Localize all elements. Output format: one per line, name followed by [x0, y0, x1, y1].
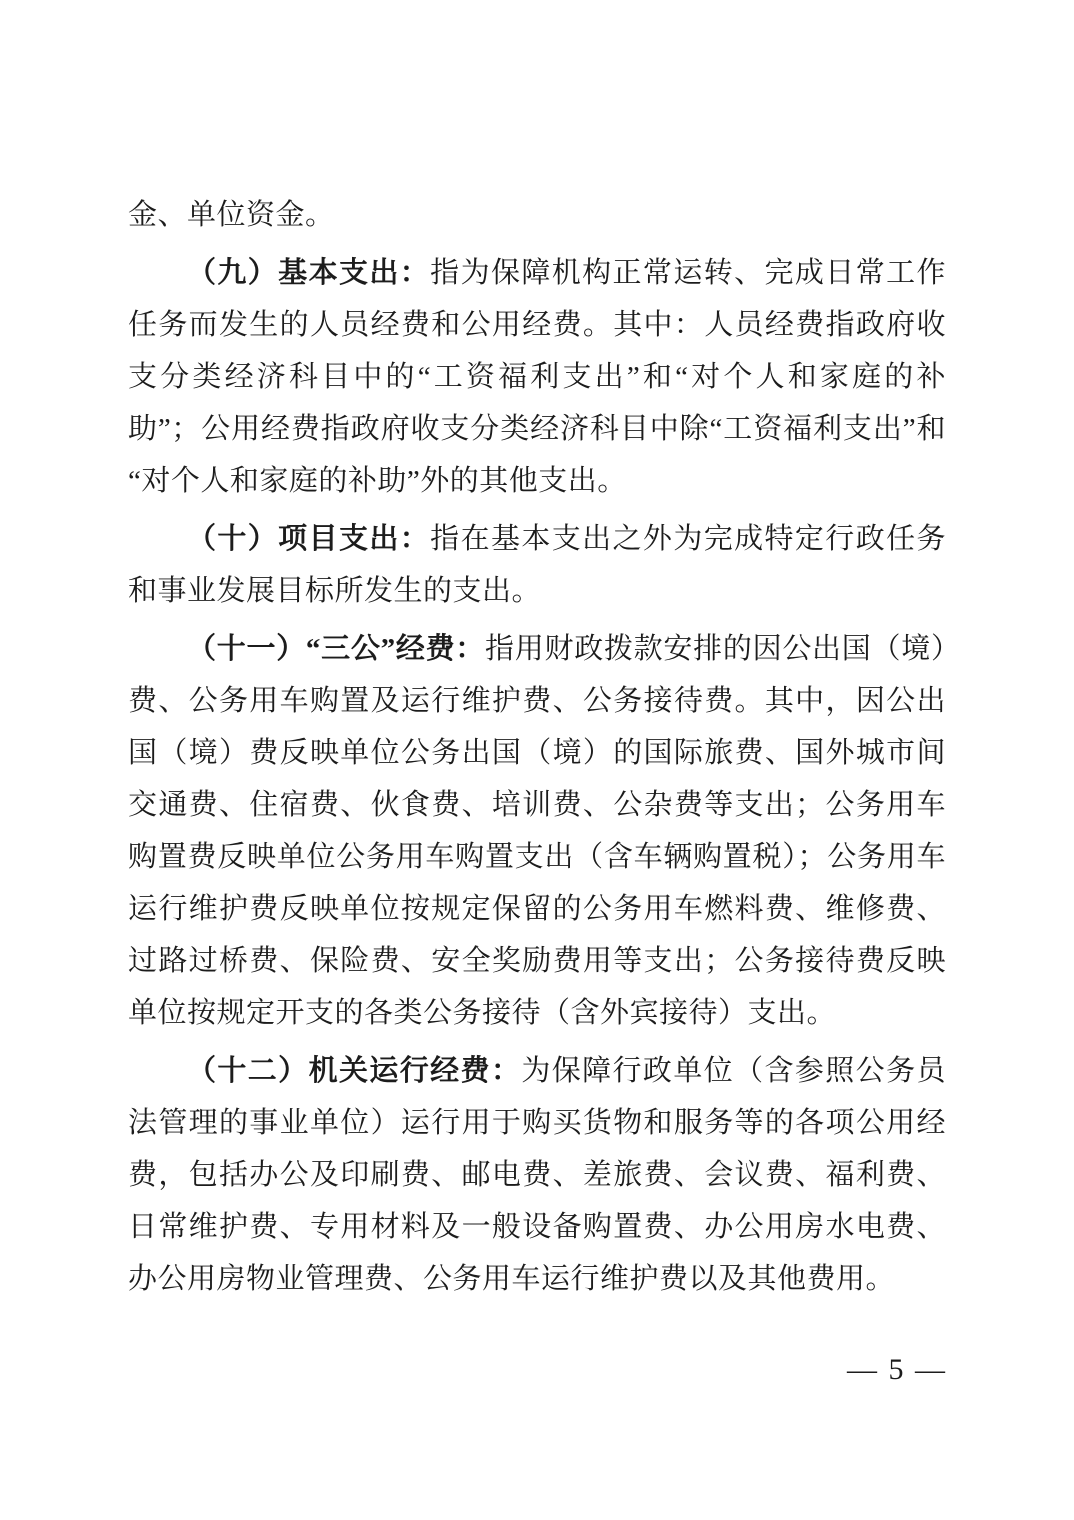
paragraph-text: 指为保障机构正常运转、完成日常工作任务而发生的人员经费和公用经费。其中：人员经费指政府收支分类经济科目中的“工资福利支出”和“对个人和家庭的补助”；公用经费指政府收支分类经济科目中除“工资福利支出”和“对个人和家庭的补助”外的其他支出。 [128, 257, 946, 497]
paragraph-text: 金、单位资金。 [128, 199, 335, 231]
paragraph-lead: （十二）机关运行经费： [187, 1055, 522, 1087]
document-body [128, 189, 946, 1305]
paragraph-item-9 [128, 247, 946, 507]
paragraph-item-11 [128, 623, 946, 1039]
page-number: — 5 — [847, 1353, 947, 1386]
paragraph-text: 指用财政拨款安排的因公出国（境）费、公务用车购置及运行维护费、公务接待费。其中，因公出国（境）费反映单位公务出国（境）的国际旅费、国外城市间交通费、住宿费、伙食费、培训费、公杂费等支出；公务用车购置费反映单位公务用车购置支出（含车辆购置税）；公务用车运行维护费反映单位按规定保留的公务用车燃料费、维修费、过路过桥费、保险费、安全奖励费用等支出；公务接待费反映单位按规定开支的各类公务接待（含外宾接待）支出。 [128, 633, 946, 1029]
paragraph-text: 指在基本支出之外为完成特定行政任务和事业发展目标所发生的支出。 [128, 523, 946, 607]
paragraph-lead: （十一）“三公”经费： [187, 633, 486, 665]
paragraph-item-12 [128, 1045, 946, 1305]
paragraph-continuation [128, 189, 946, 241]
paragraph-text: 为保障行政单位（含参照公务员法管理的事业单位）运行用于购买货物和服务等的各项公用经费，包括办公及印刷费、邮电费、差旅费、会议费、福利费、日常维护费、专用材料及一般设备购置费、办公用房水电费、办公用房物业管理费、公务用车运行维护费以及其他费用。 [128, 1055, 946, 1295]
paragraph-lead: （十）项目支出： [187, 523, 431, 555]
paragraph-lead: （九）基本支出： [187, 257, 431, 289]
paragraph-item-10 [128, 513, 946, 617]
